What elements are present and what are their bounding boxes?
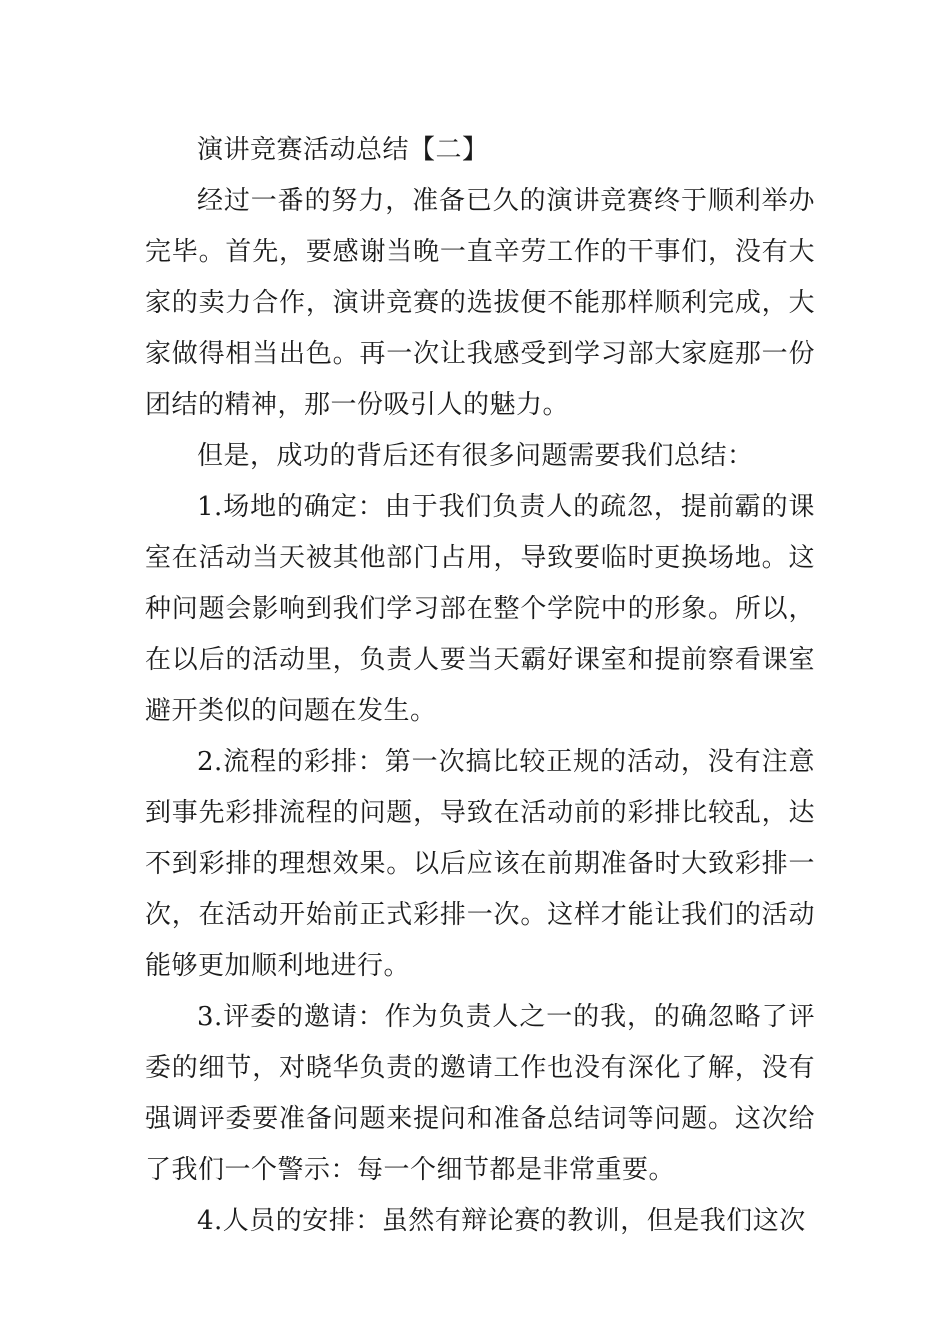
- paragraph-rehearsal: 2.流程的彩排：第一次搞比较正规的活动，没有注意到事先彩排流程的问题，导致在活动前的彩排比较乱，达不到彩排的理想效果。以后应该在前期准备时大致彩排一次，在活动开始前正式彩排一次。这样才能让我们的活动能够更加顺利地进行。: [145, 747, 815, 981]
- document-body: [145, 125, 815, 1247]
- paragraph-venue: 1.场地的确定：由于我们负责人的疏忽，提前霸的课室在活动当天被其他部门占用，导致要临时更换场地。这种问题会影响到我们学习部在整个学院中的形象。所以，在以后的活动里，负责人要当天霸好课室和提前察看课室避开类似的问题在发生。: [145, 492, 815, 726]
- paragraph-problems-lead: 但是，成功的背后还有很多问题需要我们总结：: [197, 441, 754, 471]
- paragraph-intro: 经过一番的努力，准备已久的演讲竞赛终于顺利举办完毕。首先，要感谢当晚一直辛劳工作的干事们，没有大家的卖力合作，演讲竞赛的选拔便不能那样顺利完成，大家做得相当出色。再一次让我感受到学习部大家庭那一份团结的精神，那一份吸引人的魅力。: [145, 186, 815, 420]
- document-title: 演讲竞赛活动总结【二】: [197, 135, 489, 165]
- paragraph-judges: 3.评委的邀请：作为负责人之一的我，的确忽略了评委的细节，对晓华负责的邀请工作也没有深化了解，没有强调评委要准备问题来提问和准备总结词等问题。这次给了我们一个警示：每一个细节都是非常重要。: [145, 1002, 815, 1185]
- paragraph-staffing: 4.人员的安排：虽然有辩论赛的教训，但是我们这次: [197, 1206, 806, 1236]
